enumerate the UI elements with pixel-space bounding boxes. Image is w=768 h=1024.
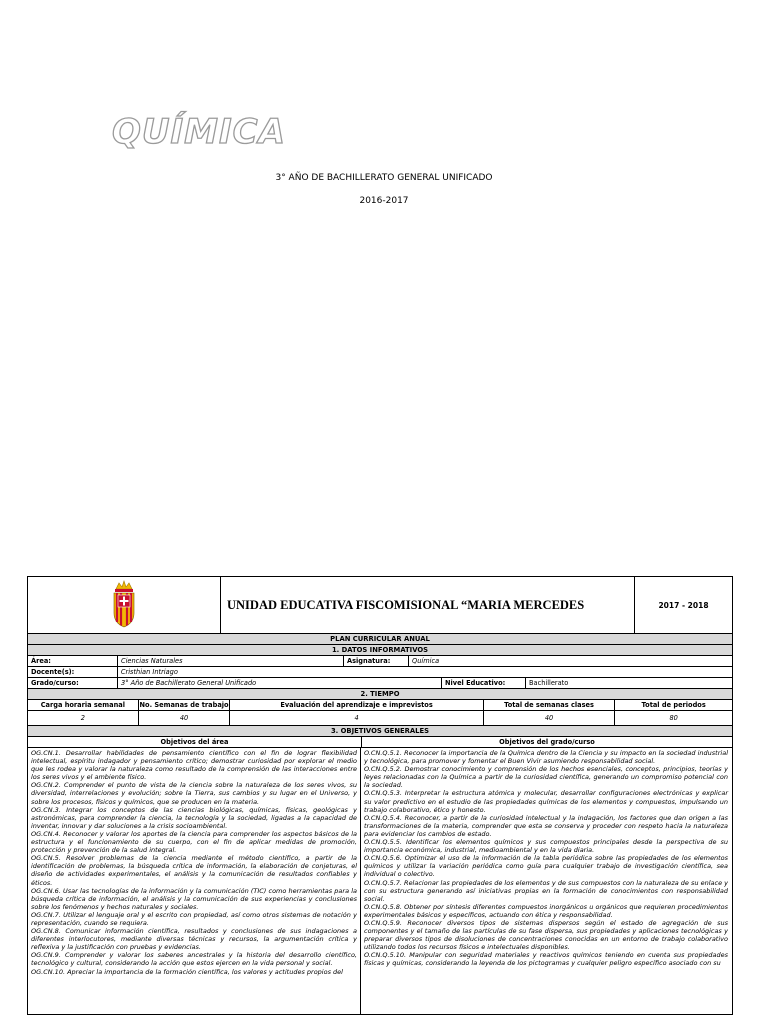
tiempo-header: Carga horaria semanal: [28, 700, 139, 710]
tiempo-header-row: [28, 700, 732, 711]
document-header: [28, 577, 732, 634]
tiempo-header: Total de semanas clases: [484, 700, 616, 710]
objetivo-item: OG.CN.10. Apreciar la importancia de la formación científica, los valores y actitudes propios del: [31, 967, 343, 976]
tiempo-value: 80: [669, 714, 678, 722]
section-datos-informativos: 1. DATOS INFORMATIVOS: [28, 645, 732, 656]
grado-label: Grado/curso:: [28, 678, 118, 688]
docente-label: Docente(s):: [28, 667, 118, 677]
tiempo-values-row: [28, 711, 732, 726]
docente-value: Cristhian Intriago: [120, 668, 178, 676]
nivel-value: Bachillerato: [529, 679, 569, 687]
asignatura-value: Química: [408, 656, 712, 666]
objetivo-item: OG.CN.7. Utilizar el lenguaje oral y el escrito con propiedad, así como otros sistemas de notación y representación, cuando se requiera.: [31, 910, 357, 927]
tiempo-value: 4: [230, 711, 483, 725]
grado-value: 3° Año de Bachillerato General Unificado: [118, 678, 442, 688]
objetivo-item: O.CN.Q.5.3. Interpretar la estructura atómica y molecular, desarrollar configuraciones electrónicas y explicar su valor predictivo en el estudio de las propiedades químicas de los elementos y compuestos, impulsando un trabajo colaborativo, ético y honesto.: [364, 789, 728, 814]
objetivo-item: OG.CN.4. Reconocer y valorar los aportes de la ciencia para comprender los aspectos básicos de la estructura y el funcionamiento de su cuerpo, con el fin de aplicar medidas de promoción, protección y prevención de la salud integral.: [31, 829, 357, 855]
cover-title: QUÍMICA: [112, 112, 286, 152]
objetivo-item: O.CN.Q.5.7. Relacionar las propiedades de los elementos y de sus compuestos con la naturaleza de su enlace y con su estructura generando así iniciativas propias en la formación de conocimientos con responsabilidad social.: [364, 878, 728, 903]
tiempo-header: No. Semanas de trabajo: [139, 701, 229, 709]
plan-title: PLAN CURRICULAR ANUAL: [28, 634, 732, 645]
tiempo-value: 40: [139, 711, 231, 725]
objetivos-area-list: [28, 748, 361, 1014]
objetivos-area-header: Objetivos del área: [28, 737, 362, 747]
row-area: [28, 656, 732, 667]
objetivo-item: OG.CN.6. Usar las tecnologías de la información y la comunicación (TIC) como herramientas para la búsqueda crítica de información, el análisis y la comunicación de sus experiencias y conclusiones sobre los fenómenos y hechos naturales y sociales.: [31, 886, 357, 911]
tiempo-value: 40: [484, 711, 616, 725]
objetivos-body: [28, 748, 732, 1014]
objetivos-grado-header: Objetivos del grado/curso: [499, 738, 595, 746]
asignatura-label: Asignatura:: [347, 657, 391, 665]
cover-subtitle: 3° AÑO DE BACHILLERATO GENERAL UNIFICADO: [275, 173, 493, 183]
tiempo-value: 2: [28, 711, 139, 725]
objetivo-item: O.CN.Q.5.8. Obtener por síntesis diferentes compuestos inorgánicos u orgánicos que requieren procedimientos experimentales básicos y específicos, actuando con ética y responsabilidad.: [364, 902, 728, 919]
tiempo-header: Total de periodos: [641, 701, 706, 709]
section-objetivos: 3. OBJETIVOS GENERALES: [28, 726, 732, 737]
school-crest-icon: [28, 577, 221, 633]
objetivo-item: O.CN.Q.5.2. Demostrar conocimiento y comprensión de los hechos esenciales, conceptos, principios, teorías y leyes relacionadas con la Química a partir de la curiosidad científica, generando un compromiso potencial con la sociedad.: [364, 765, 728, 790]
area-value: Ciencias Naturales: [118, 656, 344, 666]
row-docente: [28, 667, 732, 678]
objetivo-item: OG.CN.3. Integrar los conceptos de las ciencias biológicas, químicas, físicas, geológicas y astronómicas, para comprender la ciencia, la tecnología y la sociedad, ligadas a la capacidad de inventar, innovar y dar soluciones a la crisis socioambiental.: [31, 805, 357, 830]
tiempo-header: Evaluación del aprendizaje e imprevistos: [230, 700, 483, 710]
area-label: Área:: [28, 656, 118, 666]
objetivo-item: O.CN.Q.5.6. Optimizar el uso de la información de la tabla periódica sobre las propiedades de los elementos químicos y utilizar la variación periódica como guía para cualquier trabajo de investigación científica, sea individual o colectivo.: [364, 854, 728, 879]
objetivo-item: O.CN.Q.5.5. Identificar los elementos químicos y sus compuestos principales desde la perspectiva de su importancia económica, industrial, medioambiental y en la vida diaria.: [364, 838, 728, 855]
objetivo-item: O.CN.Q.5.9. Reconocer diversos tipos de sistemas dispersos según el estado de agregación de sus componentes y el tamaño de las partículas de su fase dispersa, sus propiedades y aplicaciones tecnológicas y preparar diversos tipos de disoluciones de concentraciones conocidas en un entorno de trabajo colaborativo utilizando todos los recursos físicos e intelectuales disponibles.: [364, 918, 728, 952]
school-name: UNIDAD EDUCATIVA FISCOMISIONAL “MARIA MERCEDES: [221, 577, 635, 633]
plan-document: [27, 576, 733, 1015]
objetivos-header-row: [28, 737, 732, 748]
objetivos-grado-list: [361, 748, 731, 1014]
objetivo-item: OG.CN.9. Comprender y valorar los saberes ancestrales y la historia del desarrollo científico, tecnológico y cultural, considerando la acción que estos ejercen en la vida personal y social.: [31, 951, 357, 968]
objetivo-item: OG.CN.5. Resolver problemas de la ciencia mediante el método científico, a partir de la identificación de problemas, la búsqueda crítica de información, la elaboración de conjeturas, el diseño de actividades experimentales, el análisis y la comunicación de resultados confiables y éticos.: [31, 854, 357, 887]
row-grado: [28, 678, 732, 689]
objetivo-item: OG.CN.8. Comunicar información científica, resultados y conclusiones de sus indagaciones a diferentes interlocutores, mediante diversas técnicas y recursos, la argumentación crítica y reflexiva y la justificación con pruebas y evidencias.: [31, 927, 357, 952]
objetivo-item: O.CN.Q.5.4. Reconocer, a partir de la curiosidad intelectual y la indagación, los factores que dan origen a las transformaciones de la materia, comprender que esta se conserva y proceder con respeto hacia la naturaleza para evidenciar los cambios de estado.: [364, 813, 728, 838]
nivel-label: Nivel Educativo:: [442, 678, 526, 688]
objetivo-item: O.CN.Q.5.1. Reconocer la importancia de la Química dentro de la Ciencia y su impacto en la sociedad industrial y tecnológica, para promover y fomentar el Buen Vivir asumiendo responsabilidad social.: [364, 749, 728, 766]
objetivo-item: OG.CN.2. Comprender el punto de vista de la ciencia sobre la naturaleza de los seres vivos, su diversidad, interrelaciones y evolución; sobre la Tierra, sus cambios y su lugar en el Universo, y sobre los procesos, físicos y químicos, que se producen en la materia.: [31, 781, 357, 806]
objetivo-item: OG.CN.1. Desarrollar habilidades de pensamiento científico con el fin de lograr flexibilidad intelectual, espíritu indagador y pensamiento crítico; demostrar curiosidad por explorar el medio que les rodea y valorar la naturaleza como resultado de la comprensión de las interacciones entre los seres vivos y el ambiente físico.: [31, 749, 357, 782]
school-years: 2017 - 2018: [658, 600, 709, 610]
section-tiempo: 2. TIEMPO: [28, 689, 732, 700]
cover-year: 2016-2017: [359, 196, 409, 206]
objetivo-item: O.CN.Q.5.10. Manipular con seguridad materiales y reactivos químicos teniendo en cuenta sus propiedades físicas y químicas, considerando la leyenda de los pictogramas y cualquier peligro específico asociado con su: [364, 951, 728, 968]
